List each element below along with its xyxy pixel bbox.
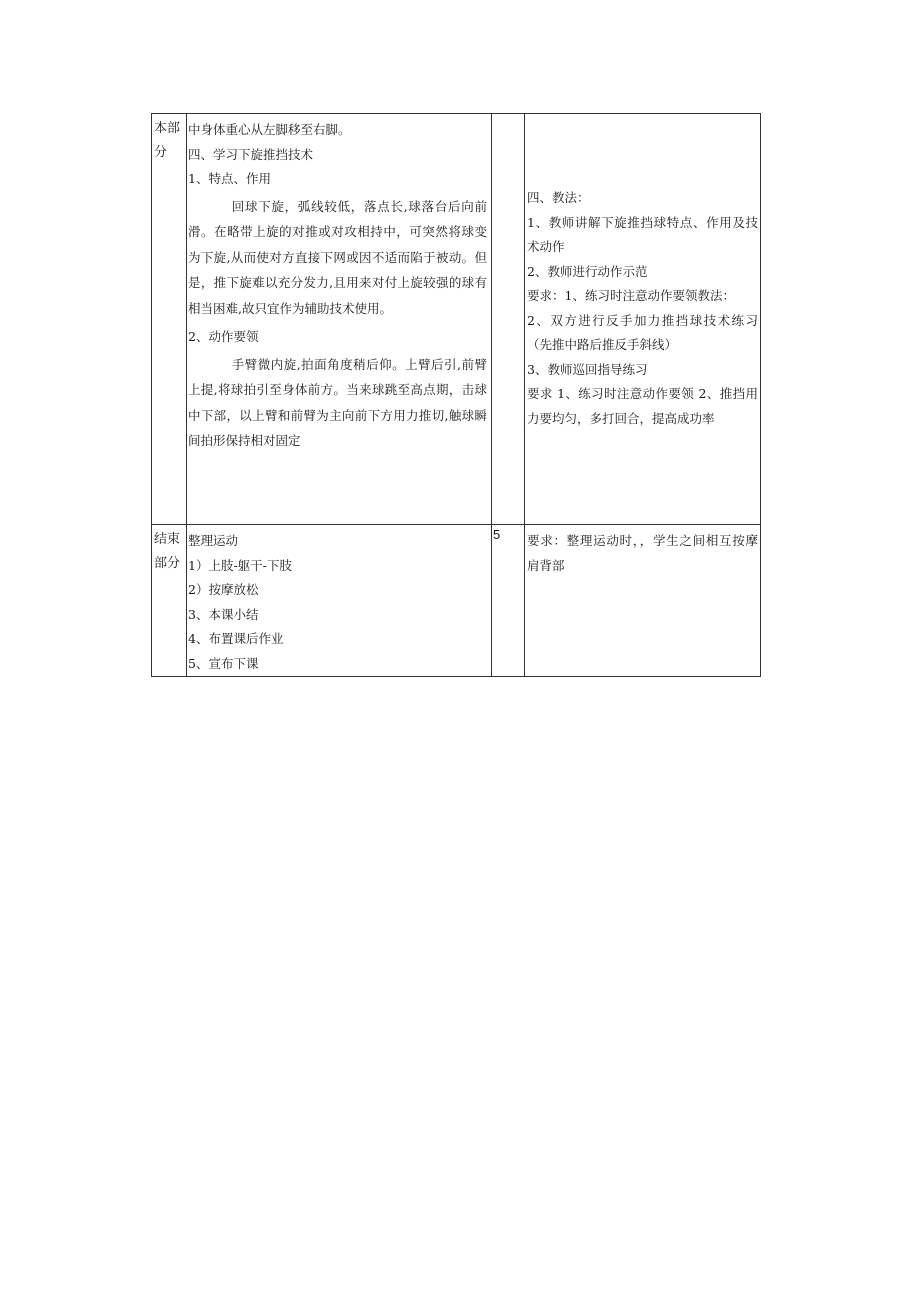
time-value — [492, 114, 524, 116]
content-subheading: 2、动作要领 — [188, 329, 259, 344]
section-label: 结束部分 — [154, 532, 181, 571]
time-cell — [492, 525, 525, 677]
list-item: 5、宣布下课 — [188, 655, 259, 671]
content-line: 中身体重心从左脚移至右脚。 — [188, 122, 351, 137]
method-item: 1、教师讲解下旋推挡球特点、作用及技术动作 — [527, 214, 758, 254]
lesson-plan-table — [151, 113, 761, 677]
method-item: 3、教师巡回指导练习 — [527, 361, 648, 377]
section-label: 本部分 — [154, 121, 181, 160]
content-cell — [187, 114, 492, 525]
method-item: 四、教法： — [527, 190, 590, 205]
content-cell — [187, 525, 492, 677]
time-value: 5 — [493, 527, 501, 542]
time-cell — [492, 114, 525, 525]
method-cell — [525, 114, 761, 525]
content-heading: 整理运动 — [188, 533, 239, 548]
list-item: 2）按摩放松 — [188, 582, 259, 597]
content-paragraph: 回球下旋，弧线较低，落点长,球落台后向前滑。在略带上旋的对推或对攻相持中，可突然将球变为下旋,从而使对方直接下网或因不适而陷于被动。但是，推下旋难以充分发力,且用来对付上旋较强的球有相当困难,故只宜作为辅助技术使用。 — [188, 198, 487, 316]
method-item: 2、教师进行动作示范 — [527, 263, 648, 279]
method-item: 要求 1、练习时注意动作要领 2、推挡用力要均匀，多打回合，提高成功率 — [527, 386, 758, 426]
table-row-main-part — [152, 114, 761, 525]
list-item: 3、本课小结 — [188, 606, 259, 622]
method-item: 要求：1、练习时注意动作要领教法： — [527, 288, 735, 303]
list-item: 1）上肢-躯干-下肢 — [188, 557, 292, 573]
section-cell — [152, 114, 187, 525]
content-heading: 四、学习下旋推挡技术 — [188, 146, 314, 162]
content-paragraph: 手臂微内旋,拍面角度稍后仰。上臂后引,前臂上提,将球拍引至身体前方。当来球跳至高点期，击球中下部，以上臂和前臂为主向前下方用力推切,触球瞬间拍形保持相对固定 — [188, 356, 487, 448]
table-row-end-part — [152, 525, 761, 677]
method-item: 2、双方进行反手加力推挡球技术练习（先推中路后推反手斜线） — [527, 312, 758, 352]
list-item: 4、布置课后作业 — [188, 631, 284, 646]
method-item: 要求：整理运动时，，学生之间相互按摩肩背部 — [527, 533, 758, 573]
method-cell — [525, 525, 761, 677]
content-subheading: 1、特点、作用 — [188, 171, 271, 186]
section-cell — [152, 525, 187, 677]
